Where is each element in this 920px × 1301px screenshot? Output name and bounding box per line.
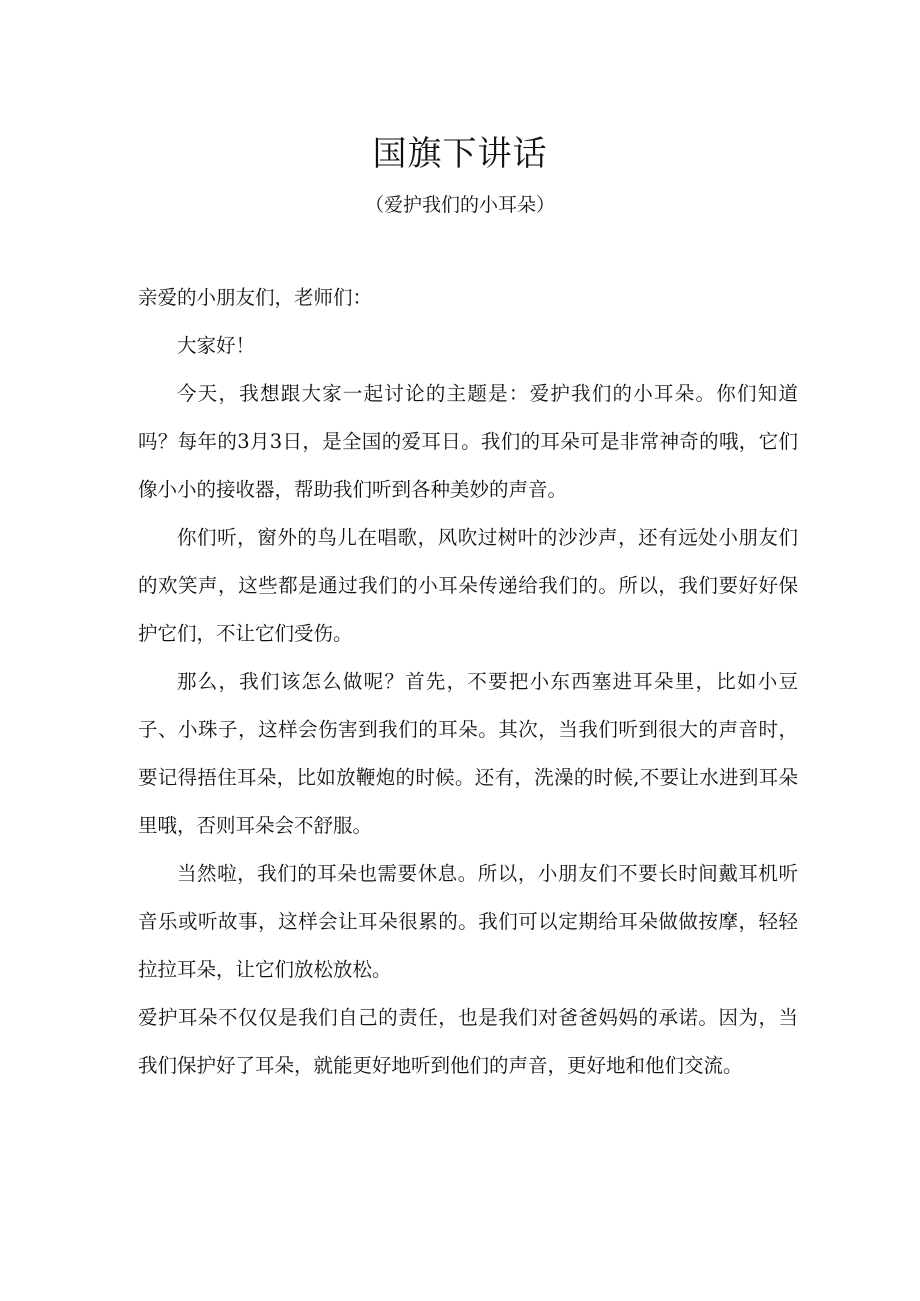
- paragraph-closing: 爱护耳朵不仅仅是我们自己的责任，也是我们对爸爸妈妈的承诺。因为，当我们保护好了耳朵，就能更好地听到他们的声音，更好地和他们交流。: [138, 1006, 798, 1077]
- greeting: 大家好！: [177, 334, 256, 357]
- document-subtitle: （爱护我们的小耳朵）: [364, 194, 555, 216]
- paragraph-how-to: 那么，我们该怎么做呢？首先，不要把小东西塞进耳朵里，比如小豆子、小珠子，这样会伤害到我们的耳朵。其次，当我们听到很大的声音时，要记得捂住耳朵，比如放鞭炮的时候。还有，洗澡的时候,不要让水进到耳朵里哦，否则耳朵会不舒服。: [138, 670, 798, 837]
- salutation: 亲爱的小朋友们，老师们：: [138, 286, 373, 309]
- paragraph-rest: 当然啦，我们的耳朵也需要休息。所以，小朋友们不要长时间戴耳机听音乐或听故事，这样会让耳朵很累的。我们可以定期给耳朵做做按摩，轻轻拉拉耳朵，让它们放松放松。: [138, 862, 798, 981]
- document-title: 国旗下讲话: [372, 134, 548, 174]
- paragraph-sounds: 你们听，窗外的鸟儿在唱歌，风吹过树叶的沙沙声，还有远处小朋友们的欢笑声，这些都是通过我们的小耳朵传递给我们的。所以，我们要好好保护它们，不让它们受伤。: [138, 526, 798, 645]
- paragraph-theme: 今天，我想跟大家一起讨论的主题是：爱护我们的小耳朵。你们知道吗？每年的3月3日，是全国的爱耳日。我们的耳朵可是非常神奇的哦，它们像小小的接收器，帮助我们听到各种美妙的声音。: [138, 382, 798, 501]
- speech-body: [138, 274, 798, 1090]
